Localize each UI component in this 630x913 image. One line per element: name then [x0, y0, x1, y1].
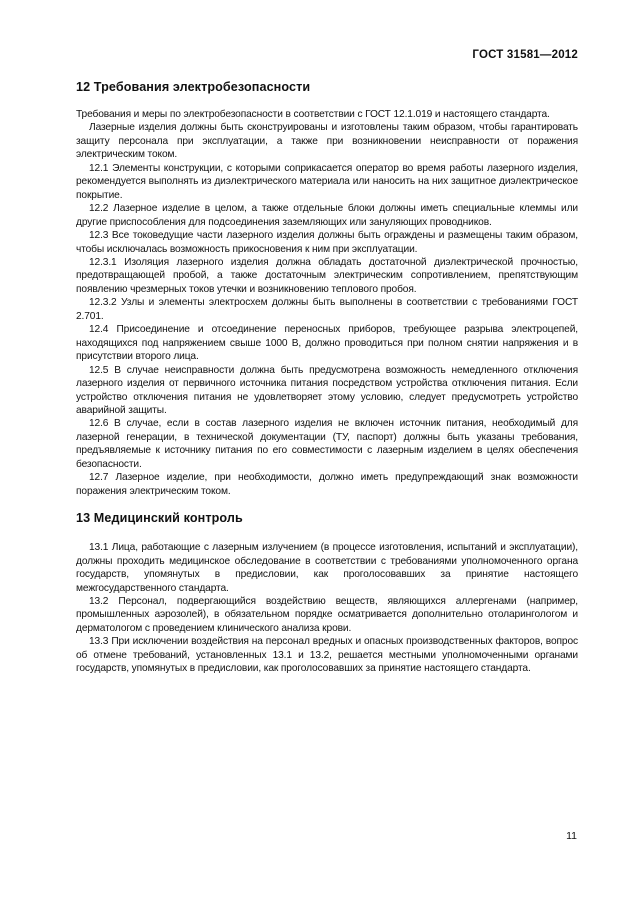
clause-12-1: 12.1 Элементы конструкции, с которыми соприкасается оператор во время работы лазерного изделия, рекомендуется выполнять из диэлектрического материала или наносить на них защитное диэлектрическое покрытие.	[76, 162, 578, 201]
clause-13-3: 13.3 При исключении воздействия на персонал вредных и опасных производственных факторов, вопрос об отмене требований, установленных 13.1 и 13.2, решается местными уполномоченными органами государств, упомянутых в предисловии, как проголосовавших за принятие настоящего стандарта.	[76, 636, 578, 675]
clause-13-2: 13.2 Персонал, подвергающийся воздействию веществ, являющихся аллергенами (например, промышленных аэрозолей), в обязательном порядке осматривается дополнительно отоларингологом и дерматологом с проведением клинического анализа крови.	[76, 595, 578, 634]
clause-12-5: 12.5 В случае неисправности должна быть предусмотрена возможность немедленного отключения лазерного изделия от первичного источника питания посредством устройства отключения питания. Если устройство отключения питания не удовлетворяет этому условию, следует предусмотреть устройство аварийной защиты.	[76, 364, 578, 416]
clause-12-3-2: 12.3.2 Узлы и элементы электросхем должны быть выполнены в соответствии с требованиями ГОСТ 2.701.	[76, 297, 578, 322]
clause-12-2: 12.2 Лазерное изделие в целом, а также отдельные блоки должны иметь специальные клеммы или другие приспособления для подсоединения заземляющих или зануляющих проводников.	[76, 203, 578, 228]
section-12-paragraph: Лазерные изделия должны быть сконструированы и изготовлены таким образом, чтобы гарантировать защиту персонала при эксплуатации, а также при возникновении неисправности от поражения электрическим током.	[76, 122, 578, 161]
clause-12-6: 12.6 В случае, если в состав лазерного изделия не включен источник питания, необходимый для лазерной генерации, в технической документации (ТУ, паспорт) должны быть указаны требования, предъявляемые к источнику питания по его совместимости с лазерным изделием в целях обеспечения безопасности.	[76, 418, 578, 470]
clause-12-7: 12.7 Лазерное изделие, при необходимости, должно иметь предупреждающий знак возможности поражения электрическим током.	[76, 472, 578, 497]
section-12-title: 12 Требования электробезопасности	[76, 80, 311, 94]
document-code-header: ГОСТ 31581—2012	[472, 49, 578, 61]
clause-12-4: 12.4 Присоединение и отсоединение переносных приборов, требующее разрыва электроцепей, находящихся под напряжением свыше 1000 В, должно проводиться при полном снятии напряжения и в присутствии второго лица.	[76, 324, 578, 363]
section-12-paragraph: Требования и меры по электробезопасности в соответствии с ГОСТ 12.1.019 и настоящего стандарта.	[76, 109, 550, 120]
page-number: 11	[566, 830, 577, 842]
section-13-title: 13 Медицинский контроль	[76, 511, 243, 526]
clause-13-1: 13.1 Лица, работающие с лазерным излучением (в процессе изготовления, испытаний и эксплуатации), должны проходить медицинское обследование в соответствии с требованиями уполномоченного органа государств, упомянутых в предисловии, как проголосовавших за принятие настоящего межгосударственного стандарта.	[76, 542, 578, 594]
clause-12-3: 12.3 Все токоведущие части лазерного изделия должны быть ограждены и размещены таким образом, чтобы исключалась возможность прикосновения к ним при эксплуатации.	[76, 230, 578, 255]
page-content	[76, 78, 578, 676]
clause-12-3-1: 12.3.1 Изоляция лазерного изделия должна обладать достаточной диэлектрической прочностью, предотвращающей пробой, а также достаточным электрическим сопротивлением, препятствующим появлению чрезмерных токов утечки и возникновению теплового пробоя.	[76, 256, 578, 295]
